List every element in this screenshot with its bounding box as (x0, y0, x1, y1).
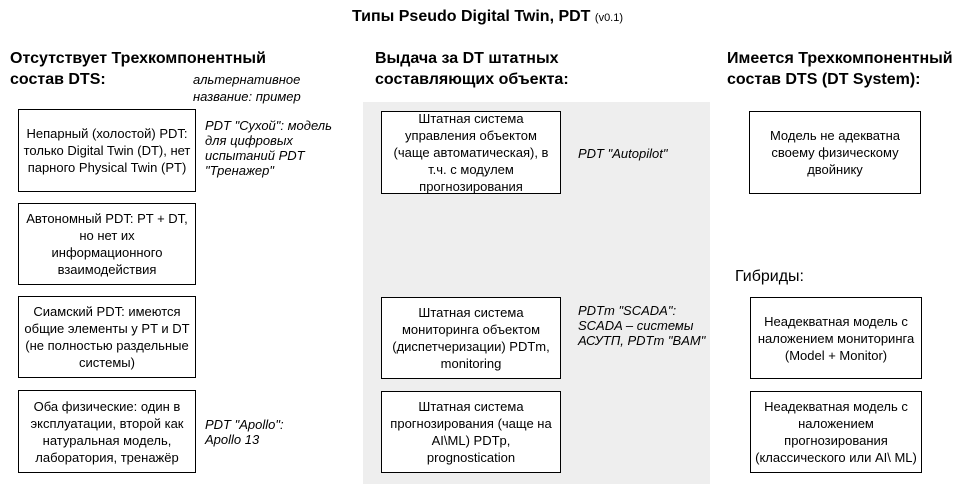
box-text: Неадекватная модель с наложением прогнозирования (классического или AI\ ML) (755, 399, 917, 465)
box-text: Сиамский PDT: имеются общие элементы у PT и DT (не полностью раздельные системы) (24, 304, 190, 370)
box-text: Штатная система мониторинга объектом (диспетчеризации) PDTm, monitoring (392, 305, 550, 371)
box-text: Штатная система управления объектом (чаще автоматическая), в т.ч. с модулем прогнозирования (393, 111, 549, 194)
title-version: (v0.1) (594, 12, 624, 24)
hybrids-label: Гибриды: (735, 268, 804, 285)
note-autopilot: PDT "Autopilot" (578, 146, 668, 161)
middle-heading-line2: составляющих объекта: (375, 71, 569, 88)
box-text: Неадекватная модель с наложением мониторинга (Model + Monitor) (757, 313, 915, 363)
box-prognostication-system (381, 391, 561, 473)
alt-name-line2: название: пример (193, 89, 301, 104)
note-dry-pdt: PDT "Сухой": модель для цифровых испытаний PDT "Тренажер" (205, 118, 332, 178)
box-text: Штатная система прогнозирования (чаще на AI\ML) PDTp, prognostication (390, 399, 552, 465)
right-heading-line2: состав DTS (DT System): (727, 71, 921, 88)
box-hybrid-monitoring (750, 297, 922, 379)
box-text: Автономный PDT: PT + DT, но нет их информационного взаимодействия (26, 211, 188, 277)
note-scada: PDTm "SCADA": SCADA – системы АСУТП, PDTm "BAM" (578, 303, 706, 348)
left-heading-line2: состав DTS: (10, 71, 106, 88)
middle-column-heading (375, 48, 569, 90)
left-heading-line1: Отсутствует Трехкомпонентный (10, 50, 266, 67)
box-text: Модель не адекватна своему физическому двойнику (769, 128, 901, 177)
box-inadequate-model (749, 111, 921, 194)
note-apollo: PDT "Apollo": Apollo 13 (205, 417, 284, 447)
box-unpaired-pdt (18, 109, 196, 192)
alt-name-line1: альтернативное (193, 72, 301, 87)
diagram-title (0, 8, 975, 26)
box-text: Непарный (холостой) PDT: только Digital Twin (DT), нет парного Physical Twin (PT) (23, 126, 191, 175)
right-heading-line1: Имеется Трехкомпонентный (727, 50, 953, 67)
middle-heading-line1: Выдача за DT штатных (375, 50, 559, 67)
box-siamese-pdt (18, 296, 196, 378)
box-control-system (381, 111, 561, 194)
box-monitoring-system (381, 297, 561, 379)
box-hybrid-prognostication (750, 391, 922, 473)
box-both-physical (18, 390, 196, 473)
box-text: Оба физические: один в эксплуатации, второй как натуральная модель, лаборатория, тренажёр (30, 398, 184, 465)
box-autonomous-pdt (18, 203, 196, 285)
right-column-heading (727, 48, 953, 90)
alt-name-label (193, 71, 301, 105)
title-text: Типы Pseudo Digital Twin, PDT (351, 8, 591, 25)
